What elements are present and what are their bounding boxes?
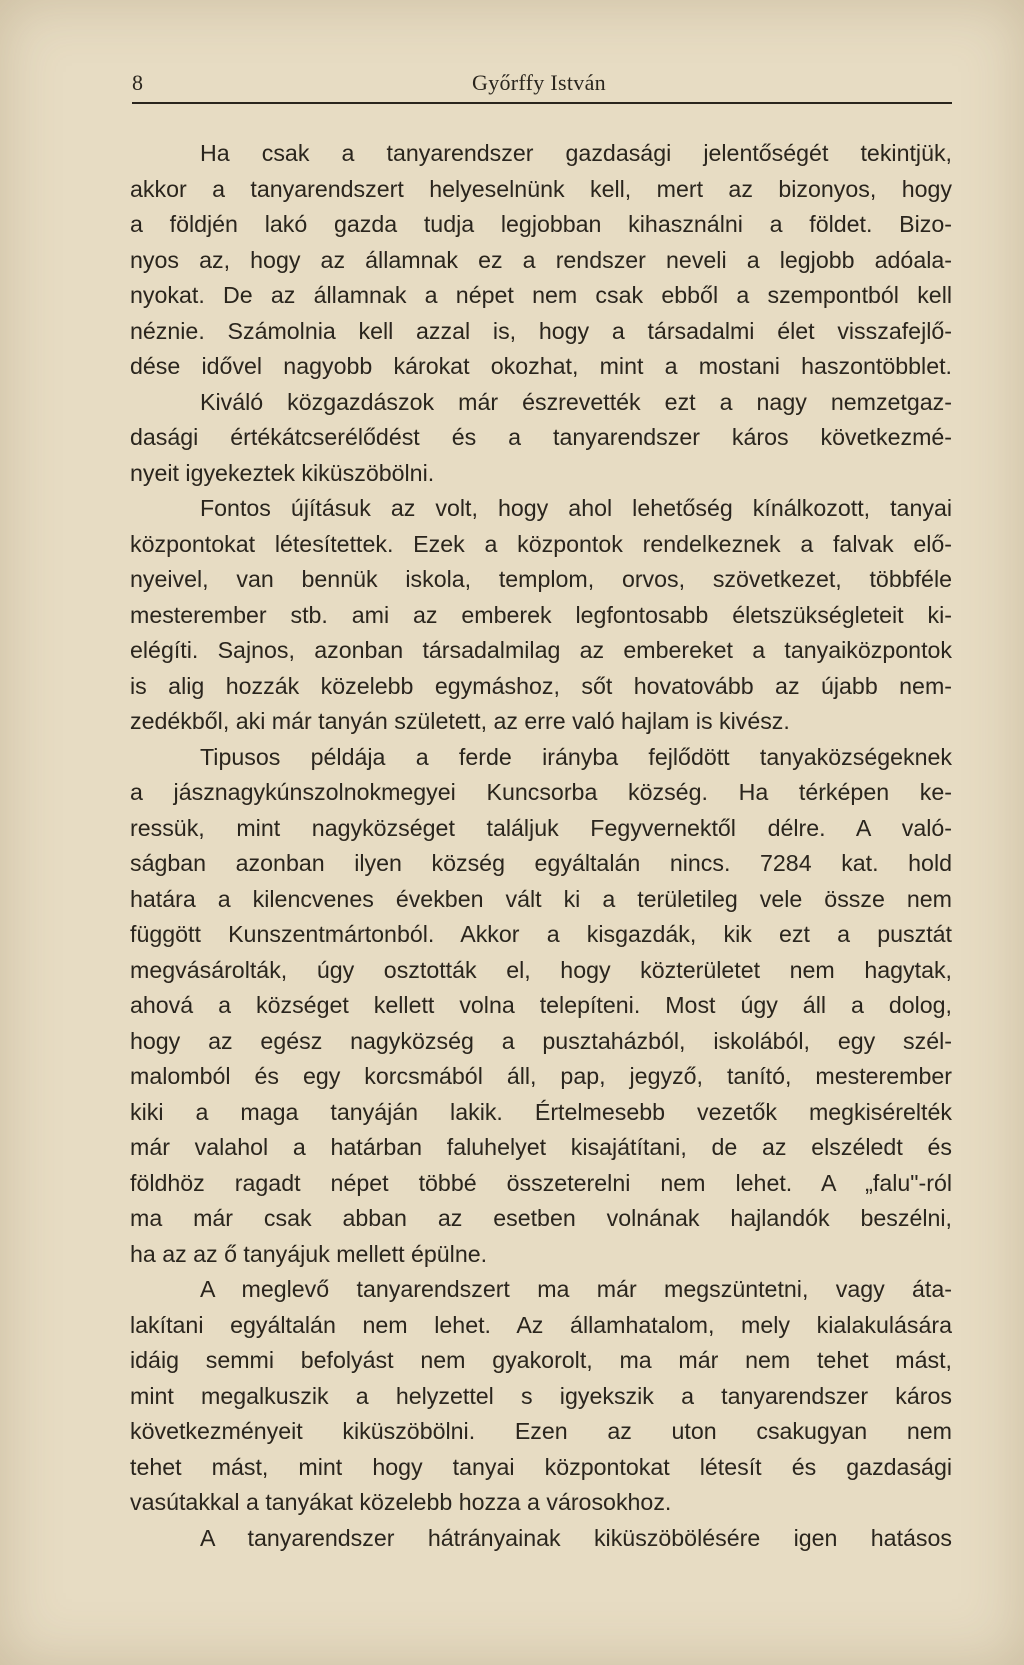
text-line: földhöz ragadt népet többé összeterelni nem lehet. A „falu"-ról	[130, 1169, 952, 1196]
text-line: ma már csak abban az esetben volnának hajlandók beszélni,	[130, 1205, 952, 1231]
text-line: dasági értékátcserélődést és a tanyarendszer káros következmé-	[130, 424, 952, 450]
text-line: kiki a maga tanyáján lakik. Értelmesebb vezetők megkisérelték	[130, 1098, 952, 1125]
text-line: nyeit igyekeztek kiküszöbölni.	[130, 459, 435, 486]
text-line: is alig hozzák közelebb egymáshoz, sőt hovatovább az újabb nem-	[130, 672, 952, 699]
text-line: ha az az ő tanyájuk mellett épülne.	[130, 1240, 488, 1267]
text-line: mesterember stb. ami az emberek legfontosabb életszükségleteit ki-	[130, 601, 952, 628]
text-line: Fontos újításuk az volt, hogy ahol lehetőség kínálkozott, tanyai	[200, 495, 952, 521]
text-line: mint megalkuszik a helyzettel s igyekszik a tanyarendszer káros	[130, 1382, 952, 1409]
text-line: nyokat. De az államnak a népet nem csak ebből a szempontból kell	[130, 282, 952, 308]
text-line: már valahol a határban faluhelyet kisajátítani, de az elszéledt és	[130, 1134, 952, 1160]
text-line: nyeivel, van bennük iskola, templom, orvos, szövetkezet, többféle	[130, 566, 952, 592]
text-line: A meglevő tanyarendszert ma már megszüntetni, vagy áta-	[200, 1276, 952, 1302]
text-line: lakítani egyáltalán nem lehet. Az államhatalom, mely kialakulására	[130, 1311, 952, 1338]
page-number: 8	[132, 70, 143, 95]
text-line: nyos az, hogy az államnak ez a rendszer neveli a legjobb adóala-	[130, 246, 952, 273]
text-line: ahová a községet kellett volna telepíteni. Most úgy áll a dolog,	[130, 992, 952, 1018]
text-line: megvásárolták, úgy osztották el, hogy közterületet nem hagytak,	[130, 956, 952, 983]
page-header	[132, 70, 952, 104]
text-line: ságban azonban ilyen község egyáltalán nincs. 7284 kat. hold	[130, 850, 952, 876]
text-line: elégíti. Sajnos, azonban társadalmilag az embereket a tanyaiközpontok	[130, 637, 952, 663]
text-line: a jásznagykúnszolnokmegyei Kuncsorba község. Ha térképen ke-	[130, 779, 952, 805]
text-line: néznie. Számolnia kell azzal is, hogy a társadalmi élet visszafejlő-	[130, 317, 952, 344]
text-line: a földjén lakó gazda tudja legjobban kihasználni a földet. Bizo-	[130, 211, 952, 237]
text-line: ressük, mint nagyközséget találjuk Fegyvernektől délre. A való-	[130, 814, 952, 841]
text-line: vasútakkal a tanyákat közelebb hozza a városokhoz.	[130, 1489, 672, 1515]
text-line: Tipusos példája a ferde irányba fejlődött tanyaközségeknek	[200, 743, 952, 770]
text-line: zedékből, aki már tanyán született, az erre való hajlam is kivész.	[130, 708, 790, 734]
header-rule	[132, 102, 952, 104]
text-line: dése idővel nagyobb károkat okozhat, mint a mostani haszontöbblet.	[130, 353, 952, 379]
text-line: Ha csak a tanyarendszer gazdasági jelentőségét tekintjük,	[200, 140, 952, 166]
body-text	[130, 136, 952, 1556]
running-head: Győrffy István	[472, 70, 606, 95]
text-line: hogy az egész nagyközség a pusztaházból, iskolából, egy szél-	[130, 1027, 952, 1054]
text-line: következményeit kiküszöbölni. Ezen az uton csakugyan nem	[130, 1418, 952, 1444]
text-line: malomból és egy korcsmából áll, pap, jegyző, tanító, mesterember	[130, 1063, 952, 1089]
text-line: idáig semmi befolyást nem gyakorolt, ma már nem tehet mást,	[130, 1347, 952, 1373]
text-line: központokat létesítettek. Ezek a központok rendelkeznek a falvak elő-	[130, 530, 952, 557]
text-line: A tanyarendszer hátrányainak kiküszöbölésére igen hatásos	[200, 1524, 952, 1551]
text-line: akkor a tanyarendszert helyeselnünk kell, mert az bizonyos, hogy	[130, 175, 952, 202]
text-line: tehet mást, mint hogy tanyai központokat létesít és gazdasági	[130, 1453, 952, 1480]
text-line: határa a kilencvenes években vált ki a területileg vele össze nem	[130, 885, 952, 912]
text-line: függött Kunszentmártonból. Akkor a kisgazdák, kik ezt a pusztát	[130, 921, 952, 947]
text-line: Kiváló közgazdászok már észrevették ezt a nagy nemzetgaz-	[200, 388, 952, 415]
